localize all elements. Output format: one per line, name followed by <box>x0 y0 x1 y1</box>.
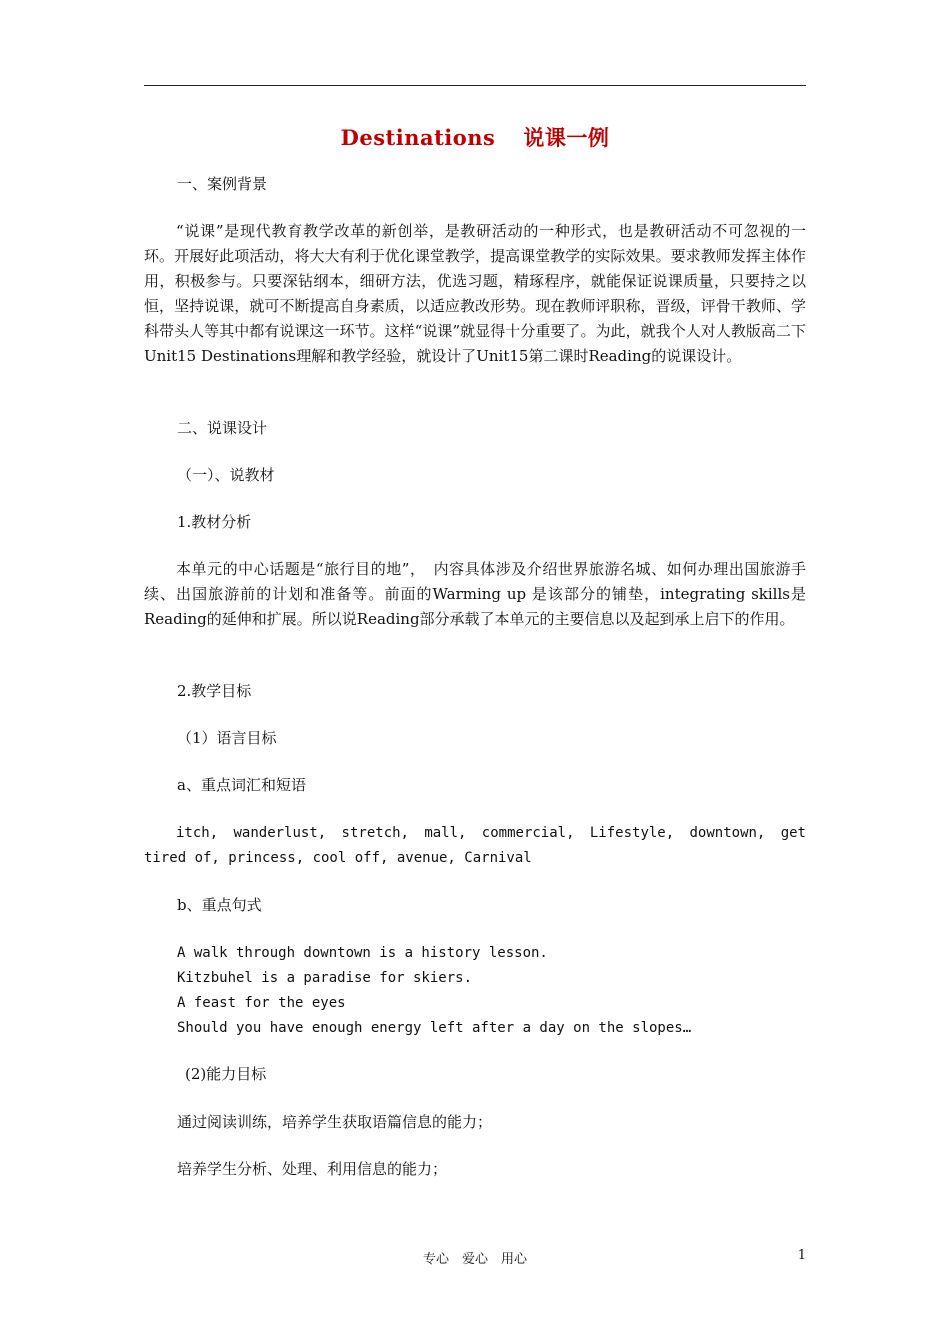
ability-item: 通过阅读训练，培养学生获取语篇信息的能力； <box>177 1113 493 1131</box>
page-number: 1 <box>797 1248 806 1263</box>
sentence-item: Should you have enough energy left after a day on the slopes… <box>177 1020 692 1036</box>
sentence-list <box>177 941 806 1041</box>
document-title <box>144 122 806 152</box>
background-paragraph: “说课”是现代教育教学改革的新创举，是教研活动的一种形式，也是教研活动不可忽视的一环。开展好此项活动，将大大有利于优化课堂教学，提高课堂教学的实际效果。要求教师发挥主体作用，积极参与。只要深钻纲本，细研方法，优选习题，精琢程序，就能保证说课质量，只要持之以恒，坚持说课，就可不断提高自身素质，以适应教改形势。现在教师评职称，晋级，评骨干教师、学科带头人等其中都有说课这一环节。这样“说课”就显得十分重要了。为此，就我个人对人教版高二下Unit15 Destinations理解和教学经验，就设计了Unit15第二课时Reading的说课设计。 <box>144 222 806 365</box>
item-heading-objectives: 2.教学目标 <box>177 682 252 700</box>
sentence-item: Kitzbuhel is a paradise for skiers. <box>177 970 473 986</box>
sentence-item: A feast for the eyes <box>177 995 346 1011</box>
vocabulary-list: itch, wanderlust, stretch, mall, commercial, Lifestyle, downtown, get tired of, princess, cool off, avenue, Carnival <box>144 825 806 866</box>
language-objective-heading: （1）语言目标 <box>177 729 277 747</box>
header-rule <box>144 85 806 86</box>
subsection-heading-textbook: （一）、说教材 <box>177 466 275 484</box>
ability-objective-heading: (2)能力目标 <box>185 1065 267 1083</box>
analysis-paragraph: 本单元的中心话题是“旅行目的地”， 内容具体涉及介绍世界旅游名城、如何办理出国旅游手续、出国旅游前的计划和准备等。前面的Warming up 是该部分的铺垫，integrating skills是Reading的延伸和扩展。所以说Reading部分承载了本单元的主要信息以及起到承上启下的作用。 <box>144 560 806 628</box>
sentence-pattern-heading: b、重点句式 <box>177 896 262 914</box>
item-heading-analysis: 1.教材分析 <box>177 513 252 531</box>
vocabulary-heading: a、重点词汇和短语 <box>177 776 306 794</box>
title-chinese: 说课一例 <box>523 125 610 150</box>
sentence-item: A walk through downtown is a history lesson. <box>177 945 548 961</box>
ability-item: 培养学生分析、处理、利用信息的能力； <box>177 1160 448 1178</box>
section-heading-background: 一、案例背景 <box>177 175 268 193</box>
section-heading-design: 二、说课设计 <box>177 419 268 437</box>
footer-motto: 专心 爱心 用心 <box>422 1252 527 1267</box>
title-english: Destinations <box>340 125 496 150</box>
